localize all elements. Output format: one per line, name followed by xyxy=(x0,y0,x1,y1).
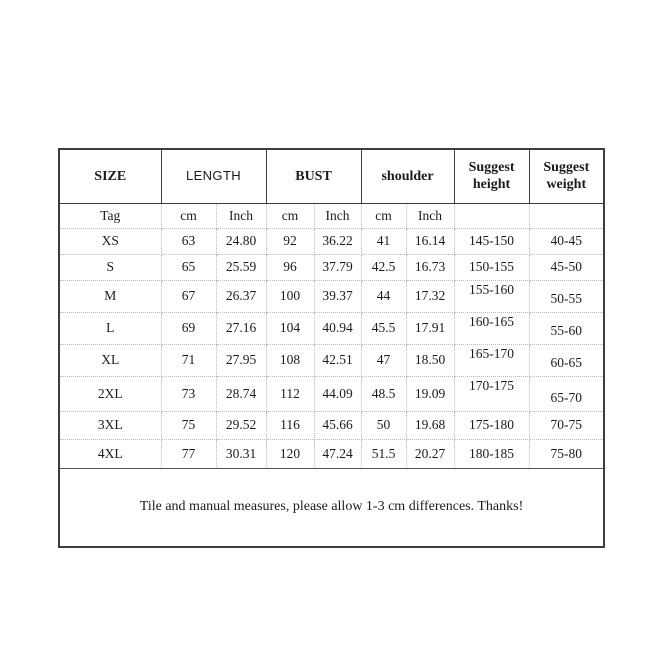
cell-bust-cm: 108 xyxy=(266,344,314,376)
cell-size: L xyxy=(59,312,161,344)
cell-bust-cm: 120 xyxy=(266,439,314,468)
cell-size: 3XL xyxy=(59,411,161,439)
cell-suggest-weight: 40-45 xyxy=(529,228,604,254)
cell-bust-cm: 96 xyxy=(266,254,314,280)
cell-shoulder-cm: 51.5 xyxy=(361,439,406,468)
cell-bust-inch: 45.66 xyxy=(314,411,361,439)
units-length-cm: cm xyxy=(161,203,216,228)
header-size: SIZE xyxy=(59,149,161,203)
cell-length-inch: 30.31 xyxy=(216,439,266,468)
cell-suggest-height: 160-165 xyxy=(454,312,529,344)
cell-bust-cm: 104 xyxy=(266,312,314,344)
header-length: LENGTH xyxy=(161,149,266,203)
cell-suggest-weight: 65-70 xyxy=(529,376,604,411)
units-length-inch: Inch xyxy=(216,203,266,228)
cell-size: 4XL xyxy=(59,439,161,468)
units-weight-empty xyxy=(529,203,604,228)
cell-size: XL xyxy=(59,344,161,376)
cell-bust-cm: 112 xyxy=(266,376,314,411)
cell-length-inch: 24.80 xyxy=(216,228,266,254)
cell-suggest-height: 180-185 xyxy=(454,439,529,468)
cell-length-cm: 71 xyxy=(161,344,216,376)
cell-bust-inch: 47.24 xyxy=(314,439,361,468)
units-tag: Tag xyxy=(59,203,161,228)
cell-shoulder-cm: 50 xyxy=(361,411,406,439)
cell-length-cm: 65 xyxy=(161,254,216,280)
size-rows xyxy=(59,228,604,468)
units-shoulder-inch: Inch xyxy=(406,203,454,228)
cell-shoulder-inch: 19.68 xyxy=(406,411,454,439)
cell-length-inch: 28.74 xyxy=(216,376,266,411)
units-height-empty xyxy=(454,203,529,228)
cell-length-cm: 73 xyxy=(161,376,216,411)
header-row xyxy=(59,149,604,203)
cell-size: XS xyxy=(59,228,161,254)
table-row xyxy=(59,228,604,254)
cell-bust-cm: 116 xyxy=(266,411,314,439)
header-shoulder: shoulder xyxy=(361,149,454,203)
cell-length-inch: 27.16 xyxy=(216,312,266,344)
cell-shoulder-cm: 48.5 xyxy=(361,376,406,411)
header-bust: BUST xyxy=(266,149,361,203)
cell-size: S xyxy=(59,254,161,280)
cell-suggest-height: 170-175 xyxy=(454,376,529,411)
cell-suggest-weight: 50-55 xyxy=(529,280,604,312)
cell-length-cm: 77 xyxy=(161,439,216,468)
cell-length-inch: 29.52 xyxy=(216,411,266,439)
units-shoulder-cm: cm xyxy=(361,203,406,228)
cell-bust-cm: 92 xyxy=(266,228,314,254)
table-row xyxy=(59,439,604,468)
units-row xyxy=(59,203,604,228)
size-chart-table xyxy=(58,148,605,548)
cell-length-inch: 26.37 xyxy=(216,280,266,312)
cell-suggest-weight: 55-60 xyxy=(529,312,604,344)
cell-suggest-height: 150-155 xyxy=(454,254,529,280)
header-suggest-weight: Suggest weight xyxy=(529,149,604,203)
cell-size: M xyxy=(59,280,161,312)
cell-suggest-height: 165-170 xyxy=(454,344,529,376)
cell-shoulder-inch: 17.32 xyxy=(406,280,454,312)
measure-note: Tile and manual measures, please allow 1-3 cm differences. Thanks! xyxy=(59,468,604,547)
cell-shoulder-cm: 41 xyxy=(361,228,406,254)
cell-length-inch: 25.59 xyxy=(216,254,266,280)
cell-bust-inch: 36.22 xyxy=(314,228,361,254)
table-row xyxy=(59,254,604,280)
cell-bust-inch: 37.79 xyxy=(314,254,361,280)
cell-length-cm: 75 xyxy=(161,411,216,439)
cell-bust-inch: 40.94 xyxy=(314,312,361,344)
cell-length-cm: 69 xyxy=(161,312,216,344)
cell-size: 2XL xyxy=(59,376,161,411)
units-bust-cm: cm xyxy=(266,203,314,228)
cell-suggest-weight: 75-80 xyxy=(529,439,604,468)
table-row xyxy=(59,344,604,376)
cell-bust-inch: 39.37 xyxy=(314,280,361,312)
table-row xyxy=(59,411,604,439)
cell-shoulder-cm: 42.5 xyxy=(361,254,406,280)
cell-suggest-height: 155-160 xyxy=(454,280,529,312)
cell-suggest-weight: 70-75 xyxy=(529,411,604,439)
cell-bust-inch: 44.09 xyxy=(314,376,361,411)
cell-shoulder-inch: 16.73 xyxy=(406,254,454,280)
size-chart xyxy=(58,148,603,548)
cell-suggest-weight: 60-65 xyxy=(529,344,604,376)
cell-shoulder-cm: 45.5 xyxy=(361,312,406,344)
cell-bust-cm: 100 xyxy=(266,280,314,312)
cell-shoulder-cm: 47 xyxy=(361,344,406,376)
cell-shoulder-inch: 17.91 xyxy=(406,312,454,344)
cell-shoulder-inch: 19.09 xyxy=(406,376,454,411)
table-row xyxy=(59,312,604,344)
cell-suggest-weight: 45-50 xyxy=(529,254,604,280)
cell-shoulder-inch: 18.50 xyxy=(406,344,454,376)
cell-suggest-height: 175-180 xyxy=(454,411,529,439)
cell-suggest-height: 145-150 xyxy=(454,228,529,254)
table-row xyxy=(59,376,604,411)
cell-shoulder-inch: 16.14 xyxy=(406,228,454,254)
note-row xyxy=(59,468,604,547)
units-bust-inch: Inch xyxy=(314,203,361,228)
cell-length-cm: 67 xyxy=(161,280,216,312)
cell-shoulder-cm: 44 xyxy=(361,280,406,312)
table-row xyxy=(59,280,604,312)
cell-bust-inch: 42.51 xyxy=(314,344,361,376)
cell-shoulder-inch: 20.27 xyxy=(406,439,454,468)
cell-length-cm: 63 xyxy=(161,228,216,254)
cell-length-inch: 27.95 xyxy=(216,344,266,376)
header-suggest-height: Suggest height xyxy=(454,149,529,203)
